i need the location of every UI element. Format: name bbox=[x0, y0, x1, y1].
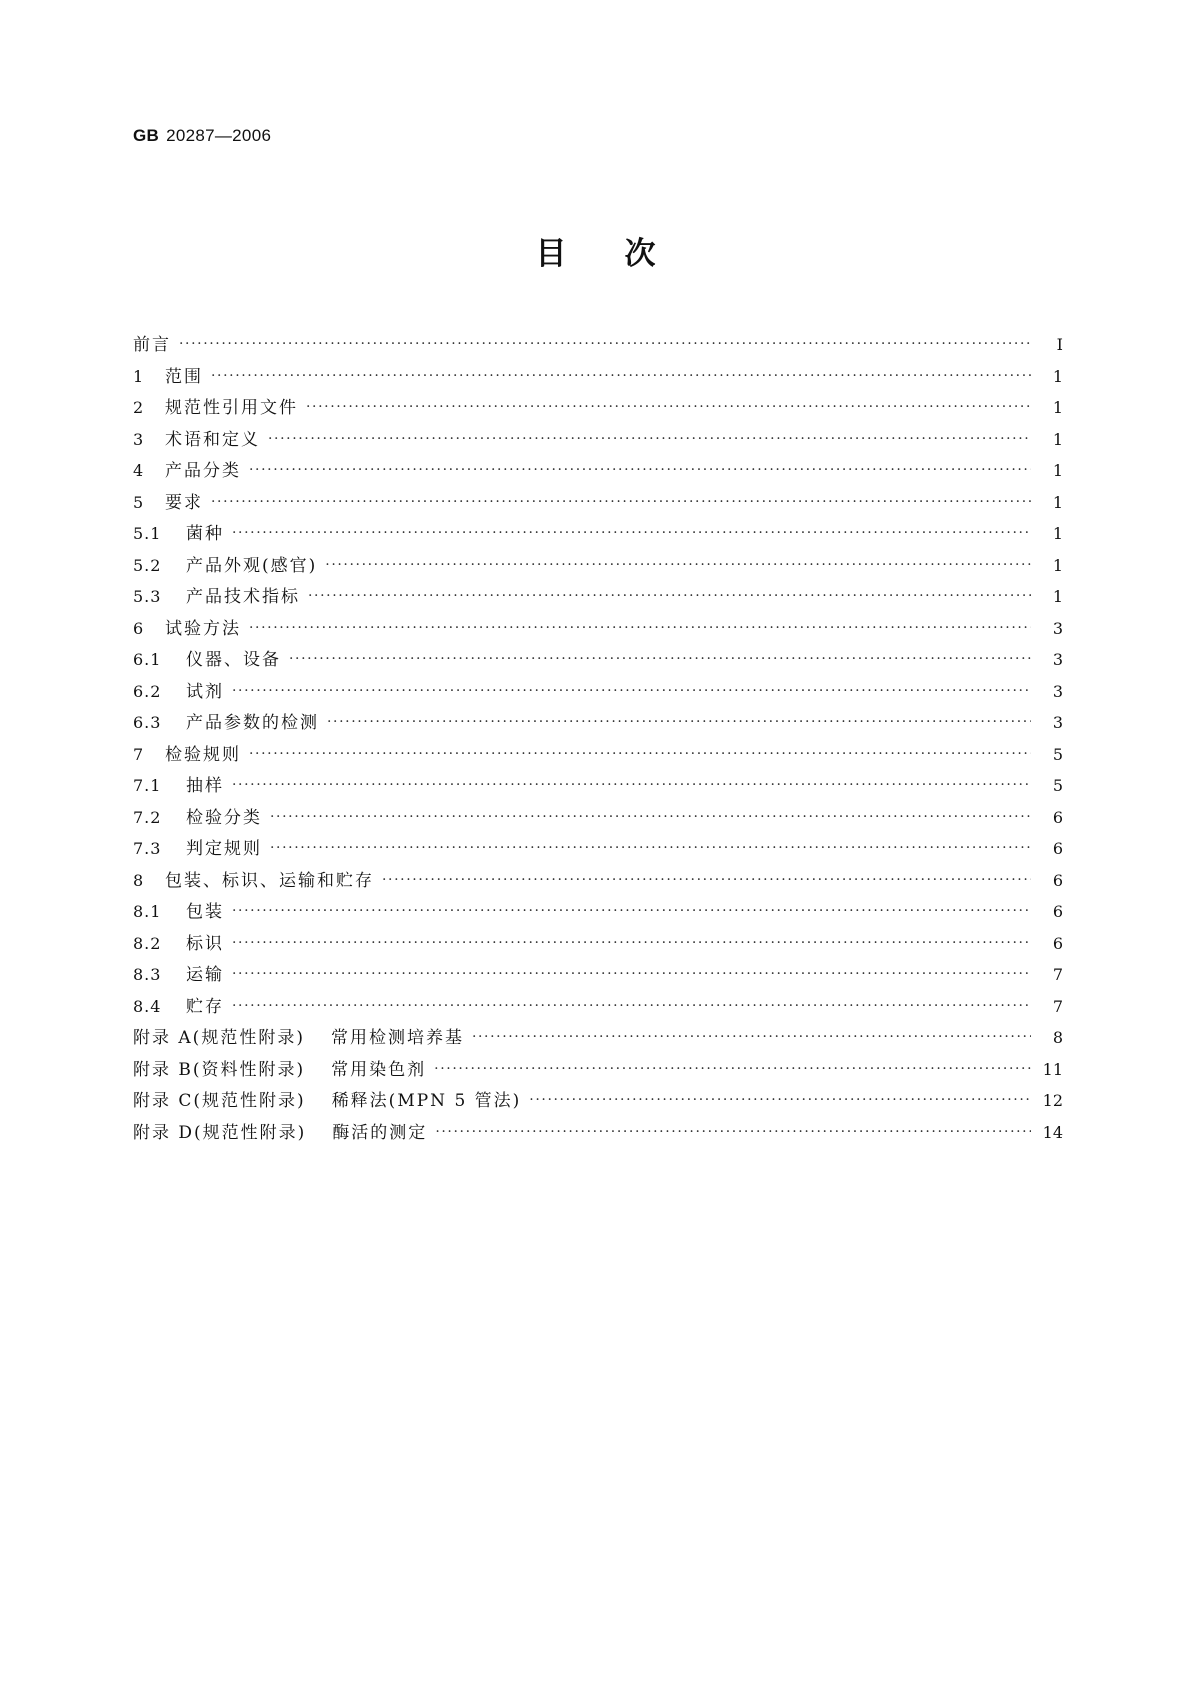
toc-leader-dots bbox=[325, 554, 1031, 571]
toc-entry-page: 14 bbox=[1042, 1122, 1063, 1142]
toc-leader-dots bbox=[289, 648, 1031, 665]
toc-entry-page: 7 bbox=[1052, 965, 1063, 984]
toc-entry[interactable] bbox=[133, 708, 1063, 740]
toc-entry[interactable] bbox=[133, 1023, 1063, 1055]
toc-entry[interactable] bbox=[133, 551, 1063, 583]
toc-entry-number: 8.1 bbox=[133, 902, 162, 921]
toc-leader-dots bbox=[308, 585, 1031, 602]
toc-entry-number: 8.3 bbox=[133, 965, 162, 984]
toc-leader-dots bbox=[270, 806, 1031, 823]
toc-entry-label: 试验方法 bbox=[165, 618, 241, 639]
toc-entry-page: 5 bbox=[1052, 744, 1063, 764]
toc-entry-subtitle: 常用染色剂 bbox=[331, 1059, 427, 1080]
toc-entry-subtitle: 酶活的测定 bbox=[332, 1122, 428, 1143]
toc-entry[interactable] bbox=[133, 582, 1063, 614]
toc-entry-page: 12 bbox=[1042, 1091, 1063, 1110]
toc-leader-dots bbox=[472, 1026, 1031, 1043]
toc-leader-dots bbox=[232, 932, 1031, 949]
toc-leader-dots bbox=[232, 774, 1031, 791]
toc-entry-label: 前言 bbox=[133, 335, 171, 355]
toc-entry-page: 7 bbox=[1052, 996, 1063, 1016]
toc-entry-label: 产品技术指标 bbox=[186, 587, 300, 607]
toc-entry[interactable] bbox=[133, 866, 1063, 898]
toc-leader-dots bbox=[232, 900, 1031, 917]
toc-entry-number: 8.2 bbox=[133, 933, 162, 953]
toc-leader-dots bbox=[179, 333, 1031, 350]
toc-entry-label: 产品分类 bbox=[165, 461, 241, 481]
toc-leader-dots bbox=[306, 396, 1031, 413]
toc-entry-page: 1 bbox=[1052, 429, 1063, 449]
toc-entry-label: 判定规则 bbox=[186, 839, 262, 859]
toc-entry-number: 7.1 bbox=[133, 776, 162, 795]
toc-entry[interactable] bbox=[133, 677, 1063, 709]
toc-entry[interactable] bbox=[133, 425, 1063, 457]
toc-entry-page: Ⅰ bbox=[1056, 335, 1063, 354]
toc-entry[interactable] bbox=[133, 1086, 1063, 1118]
toc-entry-page: 1 bbox=[1052, 555, 1063, 575]
toc-leader-dots bbox=[211, 491, 1031, 508]
toc-entry-page: 6 bbox=[1052, 933, 1063, 953]
toc-entry-subtitle: 常用检测培养基 bbox=[330, 1028, 464, 1048]
toc-entry-label: 附录 B(资料性附录) bbox=[133, 1059, 306, 1080]
toc-entry-label: 产品参数的检测 bbox=[186, 713, 319, 733]
toc-entry-number: 5.1 bbox=[133, 524, 162, 543]
toc-entry[interactable] bbox=[133, 929, 1063, 961]
toc-entry-label: 附录 C(规范性附录) bbox=[133, 1091, 306, 1111]
toc-leader-dots bbox=[211, 365, 1031, 382]
toc-entry-page: 6 bbox=[1052, 839, 1063, 858]
table-of-contents bbox=[133, 330, 1063, 1149]
toc-entry-page: 1 bbox=[1052, 587, 1063, 606]
toc-entry[interactable] bbox=[133, 456, 1063, 488]
toc-entry[interactable] bbox=[133, 1118, 1063, 1150]
toc-entry-number: 8.4 bbox=[133, 996, 162, 1016]
toc-entry-label: 术语和定义 bbox=[165, 429, 260, 450]
toc-entry-page: 1 bbox=[1052, 461, 1063, 480]
toc-entry-page: 3 bbox=[1052, 681, 1063, 701]
toc-leader-dots bbox=[529, 1089, 1031, 1106]
toc-entry-label: 抽样 bbox=[186, 776, 224, 796]
toc-entry-label: 范围 bbox=[165, 366, 203, 387]
toc-entry-label: 标识 bbox=[186, 933, 224, 954]
toc-entry[interactable] bbox=[133, 897, 1063, 929]
toc-entry-number: 5 bbox=[133, 492, 145, 512]
toc-entry[interactable] bbox=[133, 614, 1063, 646]
toc-entry-label: 运输 bbox=[186, 965, 224, 985]
toc-entry-number: 6 bbox=[133, 618, 145, 638]
toc-entry-page: 6 bbox=[1052, 902, 1063, 921]
toc-entry-page: 6 bbox=[1052, 870, 1063, 890]
toc-entry-number: 5.3 bbox=[133, 587, 162, 606]
toc-entry-page: 11 bbox=[1042, 1059, 1063, 1079]
toc-entry[interactable] bbox=[133, 992, 1063, 1024]
standard-prefix: GB bbox=[133, 126, 160, 145]
toc-entry-page: 6 bbox=[1052, 807, 1063, 827]
toc-entry-number: 3 bbox=[133, 429, 145, 449]
toc-entry-label: 包装、标识、运输和贮存 bbox=[165, 870, 374, 891]
toc-entry-label: 检验分类 bbox=[186, 807, 262, 828]
standard-number: 20287—2006 bbox=[166, 126, 272, 145]
toc-leader-dots bbox=[249, 743, 1031, 760]
toc-entry-page: 1 bbox=[1052, 366, 1063, 386]
toc-entry-page: 3 bbox=[1052, 650, 1063, 669]
toc-entry-number: 6.1 bbox=[133, 650, 162, 669]
toc-entry[interactable] bbox=[133, 393, 1063, 425]
toc-entry[interactable] bbox=[133, 803, 1063, 835]
toc-entry-label: 要求 bbox=[165, 492, 203, 513]
toc-leader-dots bbox=[232, 995, 1031, 1012]
toc-entry-number: 7.3 bbox=[133, 839, 162, 858]
toc-entry[interactable] bbox=[133, 740, 1063, 772]
toc-entry-page: 8 bbox=[1052, 1028, 1063, 1047]
toc-entry-label: 附录 D(规范性附录) bbox=[133, 1122, 307, 1143]
toc-entry-label: 附录 A(规范性附录) bbox=[133, 1028, 305, 1048]
toc-entry-number: 8 bbox=[133, 870, 145, 890]
toc-entry-page: 5 bbox=[1052, 776, 1063, 795]
toc-leader-dots bbox=[232, 963, 1031, 980]
toc-entry[interactable] bbox=[133, 330, 1063, 362]
toc-entry[interactable] bbox=[133, 1055, 1063, 1087]
toc-entry[interactable] bbox=[133, 362, 1063, 394]
toc-entry-number: 2 bbox=[133, 398, 145, 417]
toc-entry-label: 产品外观(感官) bbox=[186, 555, 318, 576]
toc-entry-number: 6.2 bbox=[133, 681, 162, 701]
toc-leader-dots bbox=[327, 711, 1031, 728]
toc-entry-number: 4 bbox=[133, 461, 145, 480]
toc-entry-label: 贮存 bbox=[186, 996, 224, 1017]
toc-entry-label: 试剂 bbox=[186, 681, 224, 702]
toc-entry[interactable] bbox=[133, 834, 1063, 866]
toc-entry-page: 1 bbox=[1052, 492, 1063, 512]
toc-leader-dots bbox=[249, 617, 1031, 634]
toc-entry-number: 1 bbox=[133, 366, 145, 386]
toc-entry-label: 规范性引用文件 bbox=[165, 398, 298, 418]
toc-entry-label: 仪器、设备 bbox=[186, 650, 281, 670]
toc-entry[interactable] bbox=[133, 771, 1063, 803]
toc-entry-subtitle: 稀释法(MPN 5 管法) bbox=[331, 1091, 522, 1111]
toc-entry[interactable] bbox=[133, 960, 1063, 992]
toc-leader-dots bbox=[232, 522, 1031, 539]
toc-entry-label: 检验规则 bbox=[165, 744, 241, 765]
toc-entry-page: 1 bbox=[1052, 398, 1063, 417]
toc-entry[interactable] bbox=[133, 488, 1063, 520]
toc-entry-number: 5.2 bbox=[133, 555, 162, 575]
toc-entry-page: 3 bbox=[1052, 618, 1063, 638]
toc-entry[interactable] bbox=[133, 519, 1063, 551]
toc-leader-dots bbox=[268, 428, 1031, 445]
toc-entry-page: 1 bbox=[1052, 524, 1063, 543]
page-title: 目次 bbox=[535, 236, 714, 272]
toc-entry-number: 7 bbox=[133, 744, 145, 764]
toc-entry-page: 3 bbox=[1052, 713, 1063, 732]
toc-entry-number: 6.3 bbox=[133, 713, 162, 732]
toc-entry-number: 7.2 bbox=[133, 807, 162, 827]
toc-leader-dots bbox=[434, 1058, 1031, 1075]
toc-leader-dots bbox=[270, 837, 1031, 854]
toc-entry-label: 菌种 bbox=[186, 524, 224, 544]
toc-entry-label: 包装 bbox=[186, 902, 224, 922]
toc-leader-dots bbox=[435, 1121, 1031, 1138]
toc-leader-dots bbox=[249, 459, 1031, 476]
standard-code bbox=[133, 126, 271, 146]
toc-leader-dots bbox=[382, 869, 1031, 886]
toc-leader-dots bbox=[232, 680, 1031, 697]
toc-entry[interactable] bbox=[133, 645, 1063, 677]
